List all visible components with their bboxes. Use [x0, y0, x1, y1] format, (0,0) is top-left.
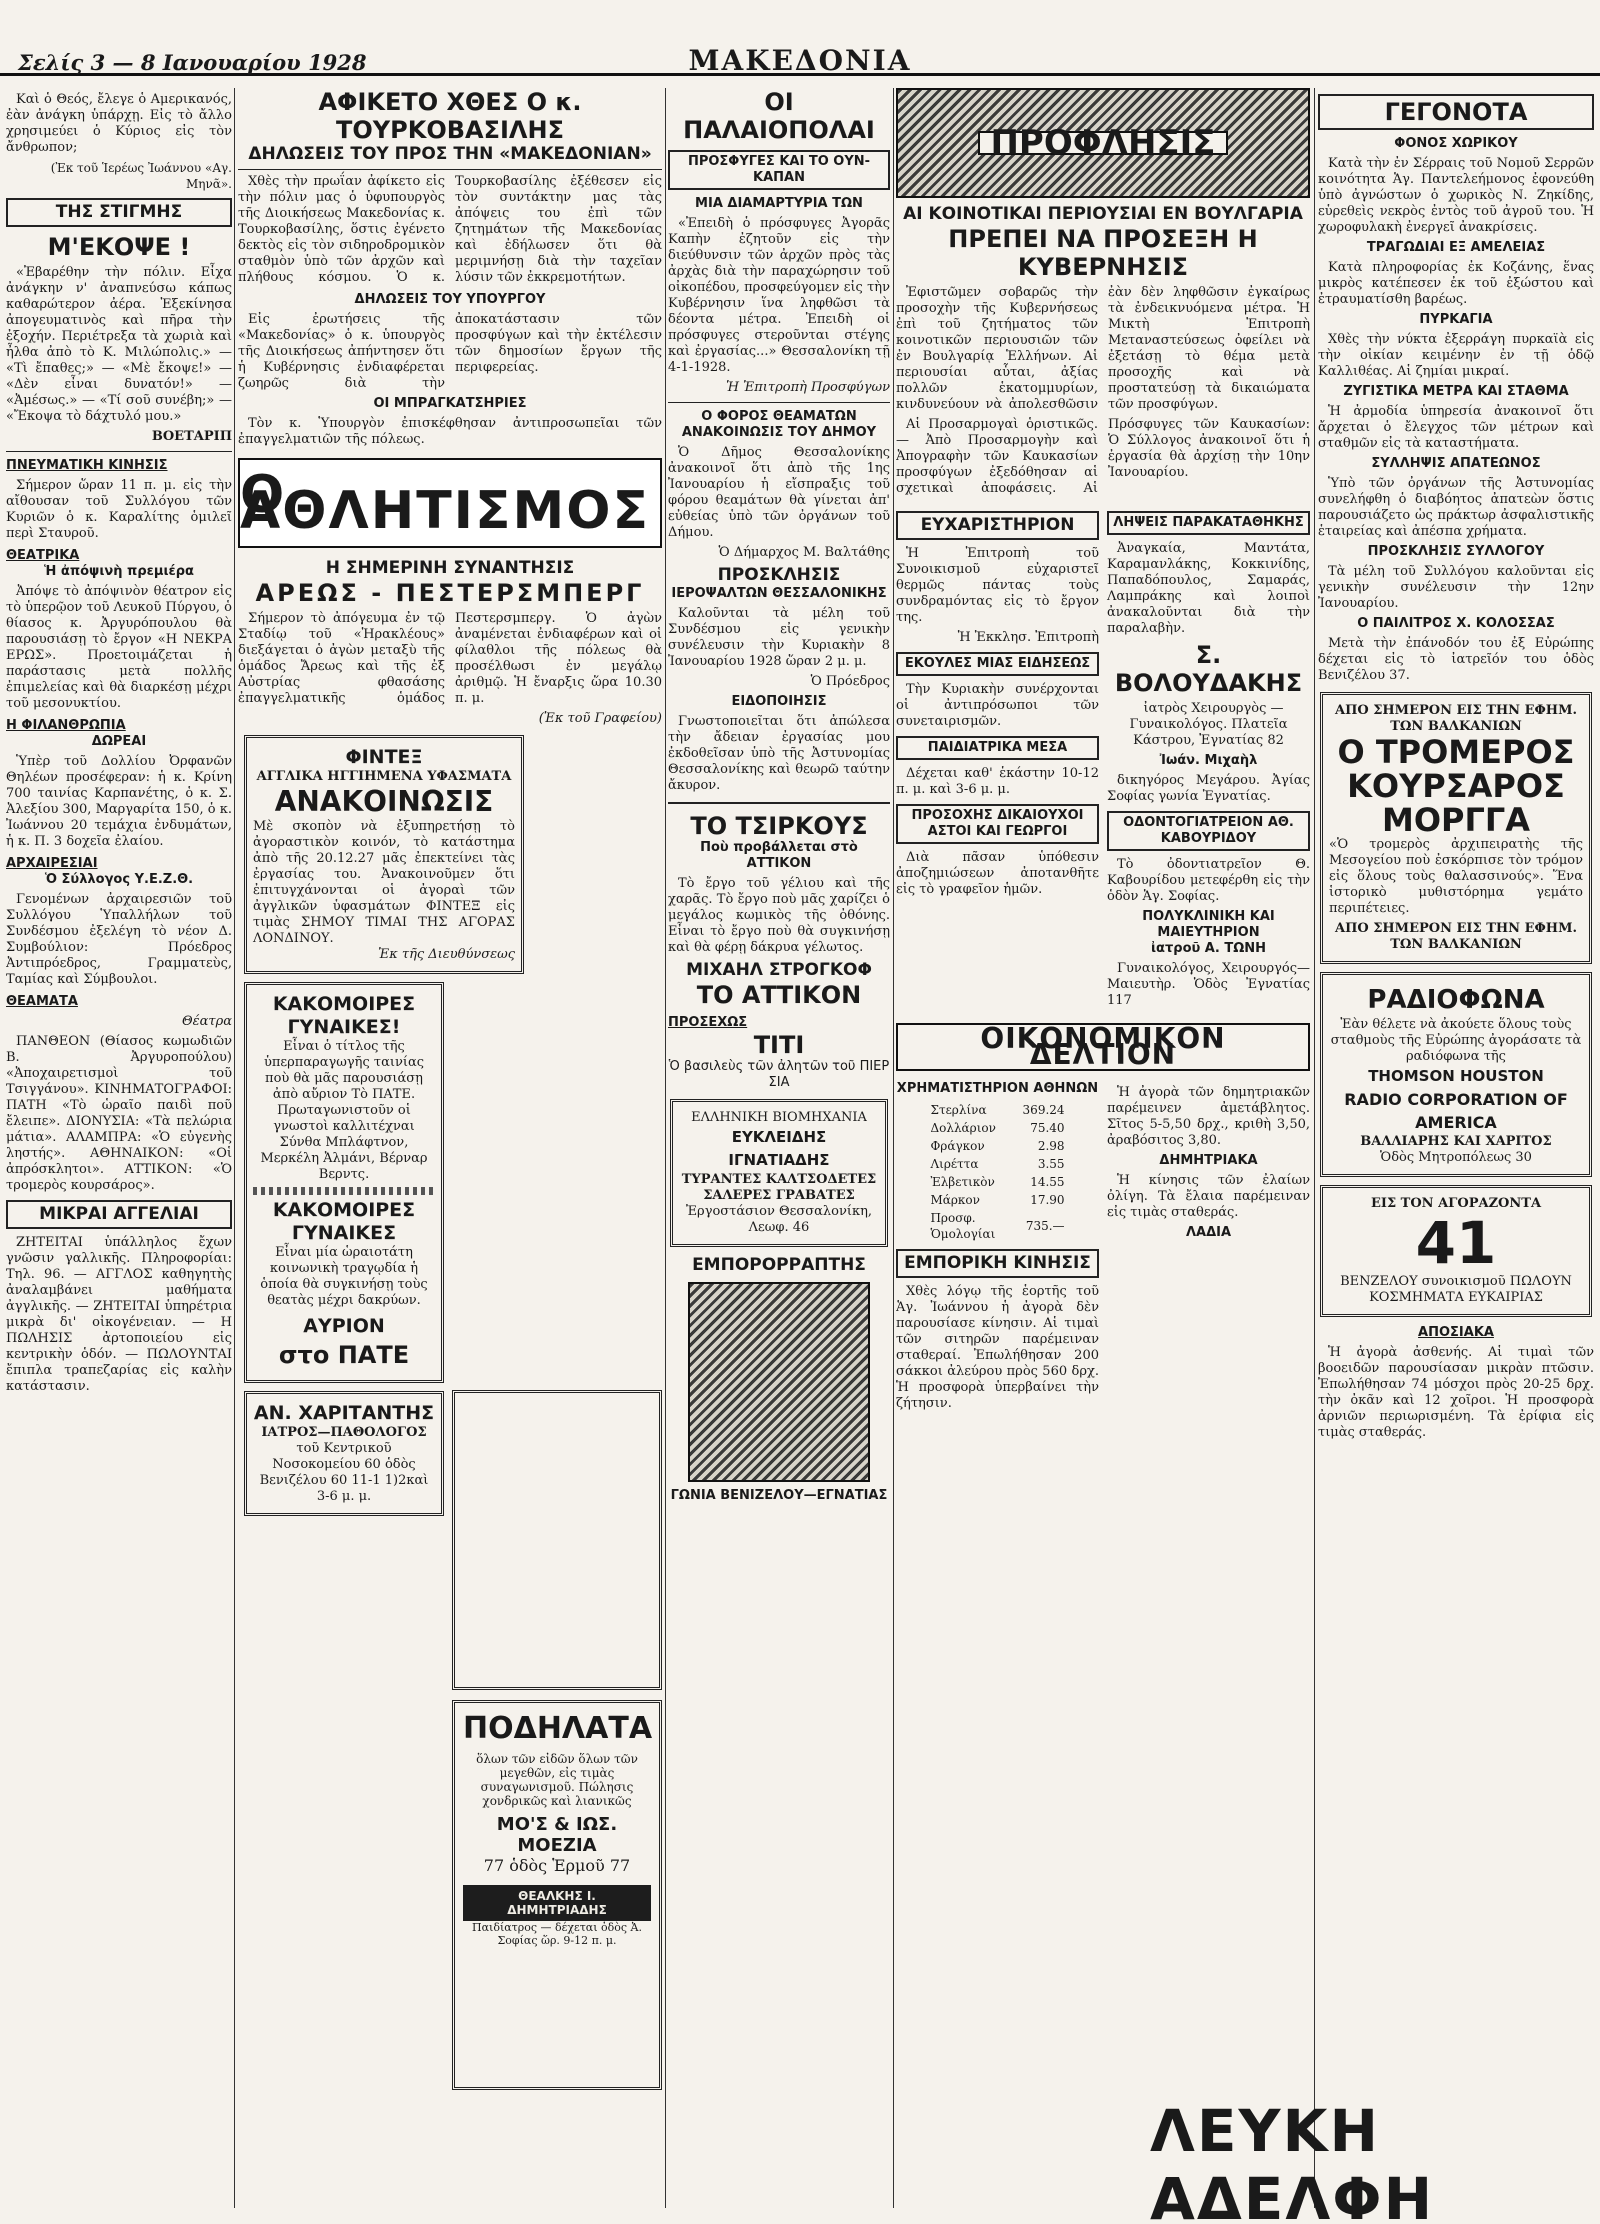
column-divider — [893, 88, 894, 2208]
polyklinikh-header: ΠΟΛΥΚΛΙΝΙΚΗ ΚΑΙ ΜΑΙΕΥΤΗΡΙΟΝ — [1142, 909, 1275, 940]
polyklinikh-doctor: ἰατροῦ Α. ΤΩΝΗ — [1150, 941, 1267, 956]
paidiatros-text: Δέχεται καθ' ἑκάστην 10-12 π. μ. καὶ 3-6 μ. μ. — [896, 766, 1099, 797]
article-text-arrival: Χθὲς τὴν πρωΐαν ἀφίκετο εἰς τὴν πόλιν μας ὁ ὑφυπουργὸς τῆς Διοικήσεως Μακεδονίας κ. Τουρκοβασίλης, ὅστις ἐγένετο δεκτὸς εἰς τὸν σιδηροδρομικὸν σταθμὸν ὑπὸ τῶν ἀρχῶν καὶ πλήθους κόσμου. Ὁ κ. Τουρκοβασίλης ἐξέθεσεν εἰς τὸν συντάκτην μας τὰς ἀπόψεις του ἐπὶ τῶν ζητημάτων τῆς Μακεδονίας καὶ ἐδήλωσεν ὅτι θὰ μεριμνήσῃ διὰ τὴν ταχεῖαν λύσιν τῶν ἐκκρεμοτήτων. — [238, 174, 662, 285]
column-4-lower — [896, 505, 1310, 1013]
ekoyles-text: Τὴν Κυριακὴν συνέρχονται οἱ ἀντιπρόσωποι τῶν συνεταιρισμῶν. — [896, 682, 1099, 729]
match-text: Σήμερον τὸ ἀπόγευμα ἐν τῷ Σταδίῳ τοῦ «Ἡρακλέους» διεξάγεται ὁ ἀγὼν μεταξὺ τῆς ὁμάδος Ἄρεως καὶ τῆς ἐξ Αὐστρίας φθασάσης ἐπαγγελματικῆς ὁμάδος Πεστερσμπεργ. Ὁ ἀγὼν ἀναμένεται ἐνδιαφέρων καὶ οἱ φίλαθλοι τῆς πόλεως θὰ προσέλθωσι ἐν μεγάλῳ ἀριθμῷ. Ἡ ἔναρξις ὥρα 10.30 π. μ. — [238, 611, 662, 706]
section-header-zygies: ΖΥΓΙΣΤΙΚΑ ΜΕΤΡΑ ΚΑΙ ΣΤΑΘΜΑ — [1343, 384, 1569, 399]
currency-value: 735.— — [1025, 1219, 1065, 1233]
cinema-vertical-ad — [452, 1390, 662, 1690]
econ-section — [896, 1081, 1310, 1416]
newspaper-title: ΜΑΚΕΔΟΝΙΑ — [688, 44, 912, 77]
article-title-paleopoli: ΟΙ ΠΑΛΑΙΟΠΟΛΑΙ — [683, 88, 875, 144]
finteks-signature: Ἐκ τῆς Διευθύνσεως — [378, 947, 515, 962]
radio-ad — [1320, 972, 1592, 1177]
titi-title: ΤΙΤΙ — [753, 1031, 805, 1059]
prosoxi-text: Διὰ πᾶσαν ὑπόθεσιν ἀποζημιώσεων ἀποτανθῆτε εἰς τὸ γραφεῖον ἡμῶν. — [896, 850, 1099, 897]
lasdia-text: Ἡ κίνησις τῶν ἐλαίων ὀλίγη. Τὰ ἔλαια παρέμειναν εἰς τιμὰς σταθεράς. — [1107, 1173, 1310, 1220]
currency-name: Ἐλβετικὸν — [930, 1175, 995, 1189]
article-title-ekopse: Μ'ΕΚΟΨΕ ! — [47, 233, 191, 261]
finteks-ad — [244, 735, 524, 974]
article-subtitle-paleopoli: ΠΡΟΣΦΥΓΕΣ ΚΑΙ ΤΟ ΟΥΝ-ΚΑΠΑΝ — [668, 150, 890, 190]
dimitriadis-text: Παιδίατρος — δέχεται ὁδὸς Ἀ. Σοφίας ὥρ. 9-12 π. μ. — [471, 1921, 642, 1947]
kakomoires2-title: ΚΑΚΟΜΟΙΡΕΣ ΓΥΝΑΙΚΕΣ — [272, 1199, 416, 1244]
intro-signature: (Ἐκ τοῦ Ἱερέως Ἰωάννου «Αγ. Μηνᾶ». — [50, 161, 232, 191]
mixail-name: Ἰωάν. Μιχαὴλ — [1159, 753, 1258, 768]
econ-right — [1107, 1081, 1310, 1416]
classifieds-text: ΖΗΤΕΙΤΑΙ ὑπάλληλος ἔχων γνῶσιν γαλλικῆς. Πληροφορίαι: Τηλ. 96. — ΑΓΓΛΟΣ καθηγητὴς ἀναλαμβάνει μαθήματα ἀγγλικῆς. — ΖΗΤΕΙΤΑΙ ὑπηρέτρια μικρὰ δι' οἰκογένειαν. — Η ΠΩΛΗΣΙΣ ἀρτοποιείου εἰς κεντρικὴν ὁδόν. — ΠΩΛΟΥΝΤΑΙ ἔπιπλα τραπεζαρίας εἰς καλὴν κατάστασιν. — [6, 1235, 232, 1394]
article-title-arrival: ΑΦΙΚΕΤΟ ΧΘΕΣ Ο κ. ΤΟΥΡΚΟΒΑΣΙΛΗΣ — [318, 88, 582, 144]
currency-value: 17.90 — [1030, 1193, 1065, 1207]
article-text-paleopoli: «Ἐπειδὴ ὁ πρόσφυγες Ἀγορᾶς Καπὴν ἐζητοῦν εἰς τὴν διεύθυνσιν τῶν ἀρχῶν πρὸς τὰς ἀρχὰς διὰ τὴν παραχώρησιν τοῦ οἰκοπέδου, προσφεύγομεν εἰς τὴν Κυβέρνησιν ἵνα ληφθῶσι τὰ δέοντα μέτρα. Ἐπειδὴ οἱ πρόσφυγες στεροῦνται στέγης καὶ ἐργασίας...» Θεσσαλονίκη τῇ 4-1-1928. — [668, 216, 890, 375]
column-3 — [668, 88, 890, 2208]
tailor-illustration — [688, 1282, 870, 1482]
finteks-text: Μὲ σκοπὸν νὰ ἐξυπηρετήσῃ τὸ ἀγοραστικὸν κοινόν, τὸ κατάστημα ἀπὸ τῆς 20.12.27 μᾶς ἐπεκτείνει τὰς ἐργασίας του. Ἀνακοινοῦμεν ὅτι ἐπιτυγχάνονται οἱ ἀγοραὶ τῶν ἀγγλικῶν ὑφασμάτων ΦΙΝΤΕΞ εἰς τιμὰς ΣΗΜΟΥ ΤΙΜΑΙ ΤΗΣ ΑΓΟΡΑΣ ΛΟΝΔΙΝΟΥ. — [253, 819, 515, 946]
article-subtitle: ΦΟΝΟΣ ΧΩΡΙΚΟΥ — [1394, 136, 1518, 151]
evkleidis-items: ΤΥΡΑΝΤΕΣ ΚΑΛΤΣΟΔΕΤΕΣ ΣΑΛΕΡΕΣ ΓΡΑΒΑΤΕΣ — [681, 1172, 877, 1203]
currency-value: 3.55 — [1037, 1157, 1065, 1171]
section-header-theamata: ΘΕΑΜΑΤΑ — [6, 994, 78, 1009]
avrion-label: ΑΥΡΙΟΝ — [303, 1315, 385, 1337]
currency-value: 75.40 — [1030, 1121, 1065, 1135]
exchange-header: ΧΡΗΜΑΤΙΣΤΗΡΙΟΝ ΑΘΗΝΩΝ — [896, 1081, 1099, 1096]
article-text-pneumatiki: Σήμερον ὥραν 11 π. μ. εἰς τὴν αἴθουσαν τοῦ Συλλόγου τῶν Κυριῶν ὁ κ. Καραλίτης ὁμιλεῖ περὶ Σταυροῦ. — [6, 478, 232, 541]
podilata-ad — [452, 1700, 662, 2090]
article-signature: ΒΟΕΤΑΡΙΠ — [151, 429, 232, 444]
section-header-fero: Ο ΦΟΡΟΣ ΘΕΑΜΑΤΩΝ — [701, 409, 857, 424]
proflisis-banner — [896, 88, 1310, 198]
finteks-announcement: ΑΝΑΚΟΙΝΩΣΙΣ — [274, 785, 494, 818]
euxaristirion-text: Ἡ Ἐπιτροπὴ τοῦ Συνοικισμοῦ εὐχαριστεῖ θερμῶς πάντας τοὺς συνδραμόντας εἰς τὸ ἔργον της. — [896, 546, 1099, 625]
kakomoires-ad — [244, 982, 444, 1383]
article-text-apoviaka: Ἡ ἀγορὰ ἀσθενής. Αἱ τιμαὶ τῶν βοοειδῶν παρουσίασαν μικρὰν πτῶσιν. Ἐπωλήθησαν 74 μόσχοι πρὸς 20-25 δρχ. τὴν ὀκᾶν καὶ 12 χοῖροι. Ἡ προσφορὰ ἀρνιῶν περιωρισμένη. Τὰ ἐρίφια εἰς τιμὰς σταθεράς. — [1318, 1345, 1594, 1440]
match-title: Η ΣΗΜΕΡΙΝΗ ΣΥΝΑΝΤΗΣΙΣ — [325, 558, 575, 578]
section-header-filanthropia: Η ΦΙΛΑΝΘΡΩΠΙΑ — [6, 718, 126, 733]
proflisis-label: ΠΡΟΦΛΗΣΙΣ — [978, 131, 1227, 155]
evkleidis-ad — [670, 1099, 888, 1247]
match-signature: (Ἐκ τοῦ Γραφείου) — [538, 711, 662, 726]
section-header-apoviaka: ΑΠΟΣΙΑΚΑ — [1418, 1325, 1494, 1340]
euxaristirion-title: ΕΥΧΑΡΙΣΤΗΡΙΟΝ — [896, 511, 1099, 540]
doctor-text: τοῦ Κεντρικοῦ Νοσοκομείου 60 ὁδὸς Βενιζέλου 60 11-1 1)2καὶ 3-6 μ. μ. — [259, 1441, 429, 1504]
article-text-theamata: ΠΑΝΘΕΟΝ (Θίασος κωμωδιῶν Β. Ἀργυροπούλου) «Ἀποχαιρετισμοὶ τοῦ Τσιγγάνου». ΚΙΝΗΜΑΤΟΓΡΑΦΟΙ: ΠΑΤΗ «Τὸ ὡραῖο παιδὶ ποῦ ἔλειπε». ΔΙΟΝΥΣΙΑ: «Τὰ πελώρια μάτια». ΑΛΑΜΠΡΑ: «Ὁ εὐγενὴς ληστής». ΑΘΗΝΑΙΚΟΝ: «Οἱ ἀπρόσκλητοι». ΑΤΤΙΚΟΝ: «Ὁ τρομερὸς κουρσάρος». — [6, 1034, 232, 1193]
currency-value: 369.24 — [1022, 1103, 1065, 1117]
article-subtitle: Ὁ Σύλλογος Υ.Ε.Ζ.Θ. — [44, 872, 194, 887]
article-subtitle2-paleopoli: ΜΙΑ ΔΙΑΜΑΡΤΥΡΙΑ ΤΩΝ — [695, 196, 863, 211]
article-text-dilwseis: Εἰς ἐρωτήσεις τῆς «Μακεδονίας» ὁ κ. ὑπουργὸς τῆς Διοικήσεως ἀπήντησεν ὅτι ἡ Κυβέρνησις ἐνδιαφέρεται ζωηρῶς διὰ τὴν ἀποκατάστασιν τῶν προσφύγων καὶ τὴν ἐκτέλεσιν τῶν δημοσίων ἔργων τῆς περιφερείας. — [238, 312, 662, 391]
exchange-table — [926, 1101, 1068, 1243]
dimitriadis-name: ΘΕΑΛΚΗΣ Ι. ΔΗΜΗΤΡΙΑΔΗΣ — [463, 1885, 651, 1921]
article-text-prosarmogi: Αἱ Προσαρμογαὶ ὁριστικῶς.— Ἀπὸ Προσαρμογὴν καὶ Ἀπογραφὴν τῶν Καυκασίων προσφύγων ἐξεδόθησαν αἱ σχετικαὶ ἀποφάσεις. Αἱ Πρόσφυγες τῶν Καυκασίων: Ὁ Σύλλογος ἀνακοινοῖ ὅτι ἡ ἐργασία θὰ ἀρχίσῃ τὴν 10ην Ἰανουαρίου. — [896, 417, 1310, 496]
emporoparapis-title: ΕΜΠΟΡΟΡΡΑΠΤΗΣ — [692, 1255, 866, 1275]
kourSaros-ad — [1320, 692, 1592, 964]
emporiki-header: ΕΜΠΟΡΙΚΗ ΚΙΝΗΣΙΣ — [896, 1249, 1099, 1278]
article-subtitle-koinot: ΠΡΕΠΕΙ ΝΑ ΠΡΟΣΕΞΗ Η ΚΥΒΕΡΝΗΣΙΣ — [948, 225, 1258, 281]
section-header-stigmi: ΤΗΣ ΣΤΙΓΜΗΣ — [6, 198, 232, 227]
ekoyles-header: ΕΚΟΥΛΕΣ ΜΙΑΣ ΕΙΔΗΣΕΩΣ — [896, 652, 1099, 676]
article-text-apodrasis: Τὰ μέλη τοῦ Συλλόγου καλοῦνται εἰς γενικὴν συνέλευσιν τὴν 12ην Ἰανουαρίου. — [1318, 564, 1594, 611]
volonakis-name: Σ. ΒΟΛΟΥΔΑΚΗΣ — [1114, 641, 1303, 697]
article-text-theatrika: Ἀπόψε τὸ ἀπόψινὸν θέατρον εἰς τὸ ὑπερῷον τοῦ Λευκοῦ Πύργου, ὁ θίασος κ. Ἀργυρόπουλου θὰ παρουσιάσῃ τὸ ἔργον «Η ΝΕΚΡΑ ΕΡΩΣ». Προετοιμάζεται ἡ παράστασις μετὰ πολλῆς ἐπιμελείας καὶ θὰ διαρκέσῃ μέχρι τοῦ μεσονυκτίου. — [6, 584, 232, 711]
section-header-archaireseis: ΑΡΧΑΙΡΕΣΙΑΙ — [6, 856, 98, 871]
kakomoires-title: ΚΑΚΟΜΟΙΡΕΣ ΓΥΝΑΙΚΕΣ! — [272, 993, 416, 1038]
lipsis-header: ΛΗΨΕΙΣ ΠΑΡΑΚΑΤΑΘΗΚΗΣ — [1107, 511, 1310, 535]
finteks-subtitle: ΑΓΓΛΙΚΑ ΗΓΓΙΗΜΕΝΑ ΥΦΑΣΜΑΤΑ — [256, 769, 512, 784]
doctor-name: ΑΝ. ΧΑΡΙΤΑΝΤΗΣ — [253, 1402, 435, 1424]
article-subtitle: ΙΕΡΟΨΑΛΤΩΝ ΘΕΣΣΑΛΟΝΙΚΗΣ — [671, 586, 887, 601]
rca-address: Ὁδὸς Μητροπόλεως 30 — [1380, 1150, 1532, 1165]
prosoxi-header: ΠΡΟΣΟΧΗΣ ΔΙΚΑΙΟΥΧΟΙ ΑΣΤΟΙ ΚΑΙ ΓΕΩΡΓΟΙ — [896, 804, 1099, 844]
tsirkous-cinema: ΤΟ ΑΤΤΙΚΟΝ — [696, 981, 862, 1009]
article-signature: Ὁ Δήμαρχος Μ. Βαλτάθης — [718, 545, 890, 560]
evkleidis-name: ΕΥΚΛΕΙΔΗΣ ΙΓΝΑΤΙΑΔΗΣ — [728, 1128, 830, 1169]
doctor-title: ΙΑΤΡΟΣ—ΠΑΘΟΛΟΓΟΣ — [261, 1425, 427, 1440]
article-subtitle: ΑΝΑΚΟΙΝΩΣΙΣ ΤΟΥ ΔΗΜΟΥ — [681, 425, 877, 440]
article-text-archaireseis: Γενομένων ἀρχαιρεσιῶν τοῦ Συλλόγου Ὑπαλλήλων τοῦ Συνδέσμου ἐξελέγη τὸ νέον Δ. Συμβούλιον: Πρόεδρος Ἀντιπρόεδρος, Γραμματεὺς, Ταμίας καὶ Σύμβουλοι. — [6, 892, 232, 987]
section-header-gegonota: ΓΕΓΟΝΟΤΑ — [1318, 94, 1594, 130]
match-teams: ΑΡΕΩΣ - ΠΕΣΤΕΡΣΜΠΕΡΓ — [255, 579, 645, 607]
article-text-fero: Ὁ Δῆμος Θεσσαλονίκης ἀνακοινοῖ ὅτι ἀπὸ τῆς 1ης Ἰανουαρίου ἡ εἴσπραξις τοῦ φόρου θεαμάτων θὰ γίνεται ἀπ' εὐθείας ὑπὸ τῶν ὀργάνων τοῦ Δήμου. — [668, 445, 890, 540]
jewelry-text: ΒΕΝΖΕΛΟΥ συνοικισμοῦ ΠΩΛΟΥΝ ΚΟΣΜΗΜΑΤΑ ΕΥΚΑΙΡΙΑΣ — [1340, 1274, 1572, 1305]
currency-name: Λιρέττα — [930, 1157, 979, 1171]
article-text-apatheos: Ὑπὸ τῶν ὀργάνων τῆς Ἀστυνομίας συνελήφθη ὁ διαβόητος ἀπατεὼν ὅστις παρουσιάζετο ὡς πράκτωρ ἀσφαλιστικῆς ἑταιρείας καὶ ἀπέσπα χρήματα. — [1318, 476, 1594, 539]
exchange-row — [926, 1191, 1068, 1209]
exchange-row — [926, 1155, 1068, 1173]
article-text-amelies: Κατὰ πληροφορίας ἐκ Κοζάνης, ἕνας μικρὸς κατέπεσεν ἐκ τοῦ ἐξώστου καὶ ἐτραυματίσθη βαρέως. — [1318, 260, 1594, 307]
section-header-eidopoiisis: ΕΙΔΟΠΟΙΗΣΙΣ — [731, 694, 827, 709]
thomson-label: THOMSON HOUSTON — [1368, 1067, 1544, 1085]
industry-label: ΕΛΛΗΝΙΚΗ ΒΙΟΜΗΧΑΝΙΑ — [691, 1110, 867, 1125]
lefki-adelfi-ad: ΛΕΥΚΗ ΑΔΕΛΦΗ — [1150, 2097, 1435, 2224]
currency-name: Στερλίνα — [930, 1103, 987, 1117]
podilata-address: 77 ὁδὸς Ἑρμοῦ 77 — [483, 1856, 631, 1875]
finteks-title: ΦΙΝΤΕΞ — [345, 746, 423, 768]
column-1 — [6, 88, 232, 2208]
dimitriaka-header: ΔΗΜΗΤΡΙΑΚΑ — [1159, 1153, 1258, 1168]
article-text-kolossas: Μετὰ τὴν ἐπάνοδόν του ἐξ Εὐρώπης δέχεται εἰς τὸ ἰατρεῖόν του ὁδὸς Βενιζέλου 37. — [1318, 636, 1594, 683]
article-text-gegonota: Κατὰ τὴν ἐν Σέρραις τοῦ Νομοῦ Σερρῶν κοινότητα Ἁγ. Παντελεήμονος ἐφονεύθη ὑπὸ ἀγνώστων ὁ χωρικὸς Ν. Ζηκίδης, εὑρεθεὶς νεκρὸς ἐντὸς τοῦ ἀγροῦ του. Ἡ χωροφυλακὴ ἐνεργεῖ ἀνακρίσεις. — [1318, 156, 1594, 235]
prosexos-label: ΠΡΟΣΕΧΩΣ — [668, 1015, 748, 1030]
jewelry-header: ΕΙΣ ΤΟΝ ΑΓΟΡΑΖΟΝΤΑ — [1370, 1196, 1542, 1211]
kourSaros-text: «Ὁ τρομερὸς ἀρχιπειρατὴς τῆς Μεσογείου ποὺ ἐσκόρπισε τὸν τρόμον εἰς ὅλους τοὺς θαλασσινούς». Ἕνα ἱστορικὸ μυθιστόρημα γεμάτο περιπέτειες. — [1329, 837, 1583, 916]
kourSaros-source: ΑΠΟ ΣΗΜΕΡΟΝ ΕΙΣ ΤΗΝ ΕΦΗΜ. ΤΩΝ ΒΑΛΚΑΝΙΩΝ — [1335, 703, 1577, 734]
masthead — [0, 0, 1600, 76]
section-header-theatrika: ΘΕΑΤΡΙΚΑ — [6, 548, 80, 563]
currency-name: Προσφ. Ὁμολογίαι — [930, 1211, 996, 1241]
exchange-row — [926, 1209, 1068, 1243]
odontiatreio-header: ΟΔΟΝΤΟΓΙΑΤΡΕΙΟΝ ΑΘ. ΚΑΒΟΥΡΙΔΟΥ — [1107, 811, 1310, 851]
tsirkous-title: ΤΟ ΤΣΙΡΚΟΥΣ — [690, 812, 868, 840]
currency-value: 14.55 — [1030, 1175, 1065, 1189]
column-4-left — [896, 505, 1099, 1013]
section-header-apatheos: ΣΥΛΛΗΨΙΣ ΑΠΑΤΕΩΝΟΣ — [1371, 456, 1541, 471]
section-header-pneumatiki: ΠΝΕΥΜΑΤΙΚΗ ΚΙΝΗΣΙΣ — [6, 458, 168, 473]
titi-subtitle: Ὁ βασιλεὺς τῶν ἀλητῶν τοῦ ΠΙΕΡ ΣΙΑ — [668, 1059, 890, 1090]
article-text-eidopoiisis: Γνωστοποιεῖται ὅτι ἀπώλεσα τὴν ἄδειαν ἐργασίας μου ἐκδοθεῖσαν ὑπὸ τῆς Ἀστυνομίας Θεσσαλονίκης καὶ θεωρῶ ταύτην ἄκυρον. — [668, 714, 890, 793]
column-divider — [1314, 88, 1315, 2208]
econ-left — [896, 1081, 1099, 1416]
currency-name: Μάρκον — [930, 1193, 980, 1207]
currency-name: Φράγκον — [930, 1139, 985, 1153]
article-text-ekopse: «Ἐβαρέθην τὴν πόλιν. Εἶχα ἀνάγκην ν' ἀναπνεύσω κάπως καθαρώτερον ἀέρα. Ἐξεκίνησα ἀπογευματινὸς καὶ πῆρα τὴν ἐξοχήν. Περιέτρεξα τὰ χωριὰ καὶ ἦλθα ἀπὸ τὸ Κ. Μιλώπολις.» — «Τὶ ἔπαθες;» — «Μὲ ἔκοψε!» — «Δὲν εἶναι δυνατόν!» — «Ἀμέσως.» — «Τί σοῦ συνέβη;» — «Ἔκοψα τὸ δάχτυλό μου.» — [6, 265, 232, 424]
article-text-mpratsfiria: Τὸν κ. Ὑπουργὸν ἐπισκέφθησαν ἀντιπροσωπεῖαι τῶν ἐπαγγελματιῶν τῆς πόλεως. — [238, 416, 662, 447]
kourSaros-title: Ο ΤΡΟΜΕΡΟΣ ΚΟΥΡΣΑΡΟΣ ΜΟΡΓΓΑ — [1337, 733, 1575, 839]
section-header-kolossas: Ο ΠΑΙΛΙΤΡΟΣ Χ. ΚΟΛΟΣΣΑΣ — [1357, 616, 1555, 631]
column-divider — [665, 88, 666, 2208]
lipsis-text: Ἀναγκαία, Μαντάτα, Καραμανλάκης, Κοκκινίδης, Παπαδόπουλος, Σαμαράς, Λαμπράκης καὶ λοιποὶ ἀνακαλοῦνται διὰ τὴν παραλαβὴν. — [1107, 541, 1310, 636]
currency-value: 2.98 — [1037, 1139, 1065, 1153]
article-text-proslipsis: Καλοῦνται τὰ μέλη τοῦ Συνδέσμου εἰς γενικὴν συνέλευσιν τὴν Κυριακὴν 8 Ἰανουαρίου 1928 ὥραν 2 μ. μ. — [668, 606, 890, 669]
rca-label: RADIO CORPORATION OF AMERICA — [1344, 1090, 1568, 1132]
exchange-row — [926, 1119, 1068, 1137]
tailor-address: ΓΩΝΙΑ ΒΕΝΙΖΕΛΟΥ—ΕΓΝΑΤΙΑΣ — [670, 1488, 888, 1503]
market-text: Ἡ ἀγορὰ τῶν δημητριακῶν παρέμεινεν ἀμετάβλητος. Σῖτος 5-5,50 δρχ., κριθὴ 3,50, ἀραβόσιτος 3,80. — [1107, 1085, 1310, 1148]
section-header-apodrasis: ΠΡΟΣΚΛΗΣΙΣ ΣΥΛΛΟΓΟΥ — [1367, 544, 1545, 559]
article-text-filanthropia: Ὑπὲρ τοῦ Δολλίου Ὀρφανῶν Θηλέων προσέφεραν: ἡ κ. Κρίνη 700 ταινίας Καρπανέτης, ὁ κ. Σ. Ἀλεξίου 300, Μαργαρίτα 150, ὁ κ. Ἰωάννου 20 τεμάχια ἐνδυμάτων, ἡ κ. Π. 3 δοχεῖα ἐλαίου. — [6, 754, 232, 849]
jewelry-number: 41 — [1415, 1209, 1497, 1277]
radio-text: Ἐὰν θέλετε νὰ ἀκούετε ὅλους τοὺς σταθμοὺς τῆς Εὐρώπης ἀγοράσατε τὰ ραδιόφωνα τῆς — [1330, 1017, 1582, 1064]
column-divider — [234, 88, 235, 2208]
theatra-label: Θέατρα — [181, 1014, 232, 1029]
section-header-proslipsis: ΠΡΟΣΚΛΗΣΙΣ — [717, 565, 841, 585]
mixail-text: δικηγόρος Μεγάρου. Ἀγίας Σοφίας γωνία Ἐγνατίας. — [1107, 773, 1310, 804]
tsirkous-text: Τὸ ἔργο τοῦ γέλιου καὶ τῆς χαρᾶς. Τὸ ἔργο ποὺ μᾶς χαρίζει ὁ μεγάλος κωμικὸς τῆς ὀθόνης. Εἶναι τὸ ἔργο ποὺ θὰ συγκινήσῃ καὶ θὰ φέρῃ δάκρυα γέλωτος. — [668, 876, 890, 955]
article-text-koinot: Ἐφιστῶμεν σοβαρῶς τὴν προσοχὴν τῆς Κυβερνήσεως ἐπὶ τοῦ ζητήματος τῶν κοινοτικῶν περιουσιῶν τῶν ἐν Βουλγαρίᾳ Ἑλλήνων. Αἱ περιουσίαι αὗται, ἀξίας πολλῶν ἑκατομμυρίων, κινδυνεύουν νὰ ἀπολεσθῶσιν ἐὰν δὲν ληφθῶσιν ἐγκαίρως τὰ ἐνδεικνυόμενα μέτρα. Ἡ Μικτὴ Ἐπιτροπὴ Μεταναστεύσεως ὀφείλει νὰ ἐξετάσῃ τὸ θέμα μετὰ προσοχῆς καὶ νὰ προστατεύσῃ τὰ δικαιώματα τῶν προσφύγων. — [896, 285, 1310, 412]
exchange-row — [926, 1101, 1068, 1119]
economic-bulletin-banner: ΟΙΚΟΝΟΜΙΚΟΝ ΔΕΛΤΙΟΝ — [896, 1023, 1310, 1071]
page-date: Σελίς 3 — 8 Ιανουαρίου 1928 — [18, 50, 367, 75]
section-header-mikres: ΜΙΚΡΑΙ ΑΓΓΕΛΙΑΙ — [6, 1200, 232, 1229]
article-subtitle-arrival: ΔΗΛΩΣΕΙΣ ΤΟΥ ΠΡΟΣ ΤΗΝ «ΜΑΚΕΔΟΝΙΑΝ» — [238, 144, 662, 170]
podilata-title: ΠΟΔΗΛΑΤΑ — [463, 1711, 653, 1746]
tsirkous-star: ΜΙΧΑΗΛ ΣΤΡΟΓΚΟΦ — [686, 960, 872, 980]
exchange-row — [926, 1173, 1068, 1191]
article-title-koinot: ΑΙ ΚΟΙΝΟΤΙΚΑΙ ΠΕΡΙΟΥΣΙΑΙ ΕΝ ΒΟΥΛΓΑΡΙΑ — [903, 204, 1303, 224]
paidiatros-header: ΠΑΙΔΙΑΤΡΙΚΑ ΜΕΣΑ — [896, 736, 1099, 760]
athletics-banner: Ο ΑΘΛΗΤΙΣΜΟΣ — [238, 458, 662, 548]
section-header-pyrkagia: ΠΥΡΚΑΓΙΑ — [1419, 312, 1493, 327]
article-signature: Ἡ Ἐπιτροπὴ Προσφύγων — [726, 380, 890, 395]
section-header-dilwseis: ΔΗΛΩΣΕΙΣ ΤΟΥ ΥΠΟΥΡΓΟΥ — [354, 292, 546, 307]
sto-pate-label: στο ΠΑΤΕ — [278, 1341, 410, 1369]
section-header-mpratsfiria: ΟΙ ΜΠΡΑΓΚΑΤΣΗΡΙΕΣ — [373, 396, 527, 411]
volonakis-text: ἰατρὸς Χειρουργὸς — Γυναικολόγος. Πλατεῖα Κάστρου, Ἐγνατίας 82 — [1129, 701, 1288, 748]
podilata-text: ὅλων τῶν εἰδῶν ὅλων τῶν μεγεθῶν, εἰς τιμὰς συναγωνισμοῦ. Πώλησις χονδρικῶς καὶ λιανικῶς — [476, 1752, 638, 1808]
radio-title: ΡΑΔΙΟΦΩΝΑ — [1367, 985, 1545, 1015]
rca-agent: ΒΑΛΛΙΑΡΗΣ ΚΑΙ ΧΑΡΙΤΟΣ — [1360, 1134, 1552, 1149]
column-4-right — [1107, 505, 1310, 1013]
euxaristirion-signature: Ἡ Ἐκκλησ. Ἐπιτροπὴ — [957, 630, 1099, 645]
article-subtitle: ΔΩΡΕΑΙ — [91, 734, 147, 749]
article-signature: Ὁ Πρόεδρος — [810, 674, 890, 689]
currency-name: Δολλάριον — [930, 1121, 996, 1135]
podilata-shop: ΜΟ'Σ & ΙΩΣ. ΜΟΕΖΙΑ — [496, 1814, 618, 1856]
evkleidis-address: Ἐργοστάσιον Θεσσαλονίκη, Λεωφ. 46 — [685, 1204, 873, 1235]
jewelry-ad — [1320, 1185, 1592, 1317]
tsirkous-subtitle: Ποὺ προβάλλεται στὸ ΑΤΤΙΚΟΝ — [700, 840, 858, 871]
emporiki-text: Χθὲς λόγῳ τῆς ἑορτῆς τοῦ Ἁγ. Ἰωάννου ἡ ἀγορὰ δὲν παρουσίασε κίνησιν. Αἱ τιμαὶ τῶν σιτηρῶν παρέμειναν σταθεραί. Ἐπωλήθησαν 200 σάκκοι ἀλεύρου πρὸς 560 δρχ. Ἡ προσφορὰ ὑπερβαίνει τὴν ζήτησιν. — [896, 1284, 1099, 1411]
kakomoires-text: Εἶναι ὁ τίτλος τῆς ὑπερπαραγωγῆς ταινίας ποὺ θὰ μᾶς παρουσιάσῃ ἀπὸ αὔριον Τὸ ΠΑΤΕ. Πρωταγωνιστοῦν οἱ γνωστοὶ καλλιτέχναι Σύνθα Μπλάφτνον, Μερκέλη Ἀλμάνι, Βέρναρ Βερντς. — [260, 1039, 428, 1182]
article-text-zygies: Ἡ ἀρμοδία ὑπηρεσία ἀνακοινοῖ ὅτι ἄρχεται ὁ ἔλεγχος τῶν μέτρων καὶ σταθμῶν εἰς τὰ καταστήματα. — [1318, 404, 1594, 451]
exchange-row — [926, 1137, 1068, 1155]
odontiatreio-text: Τὸ ὀδοντιατρεῖον Θ. Καβουρίδου μετεφέρθη εἰς τὴν ὁδὸν Ἁγ. Σοφίας. — [1107, 857, 1310, 904]
polyklinikh-text: Γυναικολόγος, Χειρουργός—Μαιευτὴρ. Ὁδὸς Ἐγνατίας 117 — [1107, 961, 1310, 1008]
charitantis-ad — [244, 1391, 444, 1516]
kakomoires2-text: Εἶναι μία ὡραιοτάτη κοινωνικὴ τραγῳδία ἡ ὁποία θὰ συγκινήσῃ τοὺς θεατὰς μέχρι δακρύων. — [260, 1245, 428, 1308]
section-header-amelies: ΤΡΑΓΩΔΙΑΙ ΕΞ ΑΜΕΛΕΙΑΣ — [1366, 240, 1546, 255]
column-5 — [1318, 88, 1594, 2208]
article-text-pyrkagia: Χθὲς τὴν νύκτα ἐξερράγη πυρκαϊὰ εἰς τὴν οἰκίαν κειμένην ἐν τῇ ὁδῷ Καλλιθέας. Αἱ ζημίαι μικραί. — [1318, 332, 1594, 379]
intro-text: Καὶ ὁ Θεός, ἔλεγε ὁ Αμερικανός, ἐὰν ἀνάγκη ὑπάρχῃ. Εἰς τὸ ἄλλο χρησιμεύει ὁ Κύριος εἰς τὸν ἄνθρωπον; — [6, 92, 232, 155]
lasdia-header: ΛΑΔΙΑ — [1185, 1225, 1232, 1240]
kourSaros-source-2: ΑΠΟ ΣΗΜΕΡΟΝ ΕΙΣ ΤΗΝ ΕΦΗΜ. ΤΩΝ ΒΑΛΚΑΝΙΩΝ — [1335, 921, 1577, 952]
article-subtitle: Ἡ ἀπόψινὴ πρεμιέρα — [44, 564, 194, 579]
column-4 — [896, 88, 1310, 2208]
